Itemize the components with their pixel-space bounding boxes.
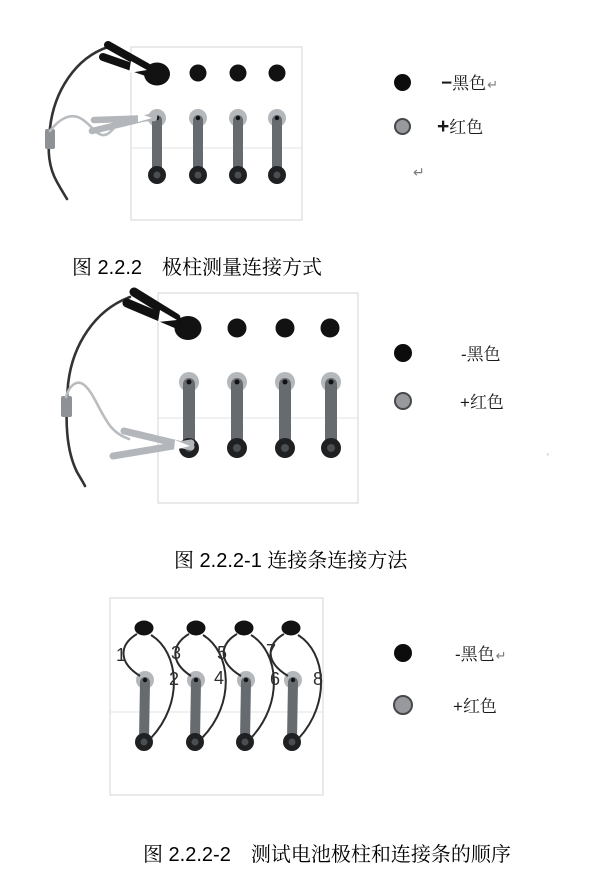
sequence-number-7: 7 — [265, 641, 277, 661]
post-top-dot — [291, 678, 295, 682]
figure3-legend-negative-label — [455, 645, 507, 665]
figure1-battery-diagram — [45, 45, 302, 220]
plus-sign: + — [460, 393, 470, 412]
figure1-negative-terminal-4 — [269, 65, 286, 82]
figure3-legend-black-swatch — [394, 644, 412, 662]
plus-sign: + — [453, 697, 463, 716]
post-bar — [195, 682, 196, 740]
post-top-dot — [196, 116, 200, 120]
figure1-legend-positive-label — [437, 117, 483, 137]
post-top-dot — [194, 678, 198, 682]
sequence-number-3: 3 — [170, 643, 182, 663]
post-cap-inner — [274, 172, 281, 179]
minus-sign: - — [461, 345, 467, 364]
post-top-dot — [244, 678, 248, 682]
figure2-legend-black-swatch — [394, 344, 412, 362]
plus-sign: + — [437, 115, 450, 138]
figure1-legend-gray-swatch — [394, 118, 411, 135]
figure2-caption: 图 2.2.2-1 连接条连接方法 — [174, 550, 408, 572]
post-top-dot — [283, 380, 288, 385]
post-bar — [144, 682, 145, 740]
post-cap-inner — [192, 739, 199, 746]
post-top-dot — [236, 116, 240, 120]
figure2-legend-positive-label — [460, 393, 504, 412]
post-top-dot — [143, 678, 147, 682]
legend-label-text: 红色 — [462, 697, 497, 716]
return-mark-icon: ↵ — [487, 77, 499, 92]
post-cap-inner — [141, 739, 148, 746]
post-top-dot — [235, 380, 240, 385]
figure2-stray-mark: ' — [547, 452, 549, 462]
sequence-number-5: 5 — [216, 643, 228, 663]
sequence-number-4: 4 — [213, 668, 225, 688]
figure2-negative-terminal-4 — [321, 319, 340, 338]
figure1-negative-terminal-2 — [190, 65, 207, 82]
legend-label-text: 红色 — [469, 393, 504, 412]
figure3-negative-terminal-2 — [187, 621, 206, 636]
figure3-negative-terminal-4 — [282, 621, 301, 636]
legend-label-text: 黑色 — [466, 345, 501, 364]
legend-label-text: 黑色 — [460, 645, 495, 664]
return-mark-icon: ↵ — [495, 648, 507, 663]
figure1-legend-negative-label — [441, 74, 498, 94]
sequence-number-1: 1 — [115, 645, 127, 665]
post-cap-inner — [195, 172, 202, 179]
post-bar — [245, 682, 246, 740]
post-cap-inner — [233, 444, 241, 452]
minus-sign: − — [441, 73, 453, 94]
figure2-battery-diagram — [61, 292, 358, 503]
sequence-number-6: 6 — [269, 669, 281, 689]
sequence-number-8: 8 — [312, 669, 324, 689]
figure2-negative-terminal-3 — [276, 319, 295, 338]
figure3-negative-terminal-1 — [135, 621, 154, 636]
figure1-caption: 图 2.2.2 极柱测量连接方式 — [72, 257, 323, 279]
post-top-dot — [329, 380, 334, 385]
figure3-battery-diagram — [110, 598, 323, 795]
legend-label-text: 黑色 — [452, 74, 487, 93]
post-cap-inner — [154, 172, 161, 179]
figure3-negative-terminal-3 — [235, 621, 254, 636]
figure1-return-mark-icon: ↵ — [413, 164, 425, 180]
minus-sign: - — [455, 645, 461, 664]
sequence-number-2: 2 — [168, 669, 180, 689]
figure2-wire-connector — [61, 396, 72, 417]
legend-label-text: 红色 — [449, 118, 484, 137]
post-bar — [292, 682, 293, 740]
figure3-caption: 图 2.2.2-2 测试电池极柱和连接条的顺序 — [143, 844, 511, 866]
post-top-dot — [275, 116, 279, 120]
figure1-legend-black-swatch — [394, 74, 411, 91]
figure2-legend-gray-swatch — [394, 392, 412, 410]
figure3-legend-positive-label — [453, 697, 497, 716]
figure3-legend-gray-swatch — [393, 695, 413, 715]
post-cap-inner — [235, 172, 242, 179]
post-cap-inner — [289, 739, 296, 746]
figure1-negative-terminal-3 — [230, 65, 247, 82]
figure2-legend-negative-label — [461, 345, 501, 364]
post-cap-inner — [242, 739, 249, 746]
post-cap-inner — [327, 444, 335, 452]
figure2-negative-terminal-2 — [228, 319, 247, 338]
post-top-dot — [187, 380, 192, 385]
figure2-red-probe-wire — [66, 383, 129, 439]
post-cap-inner — [281, 444, 289, 452]
